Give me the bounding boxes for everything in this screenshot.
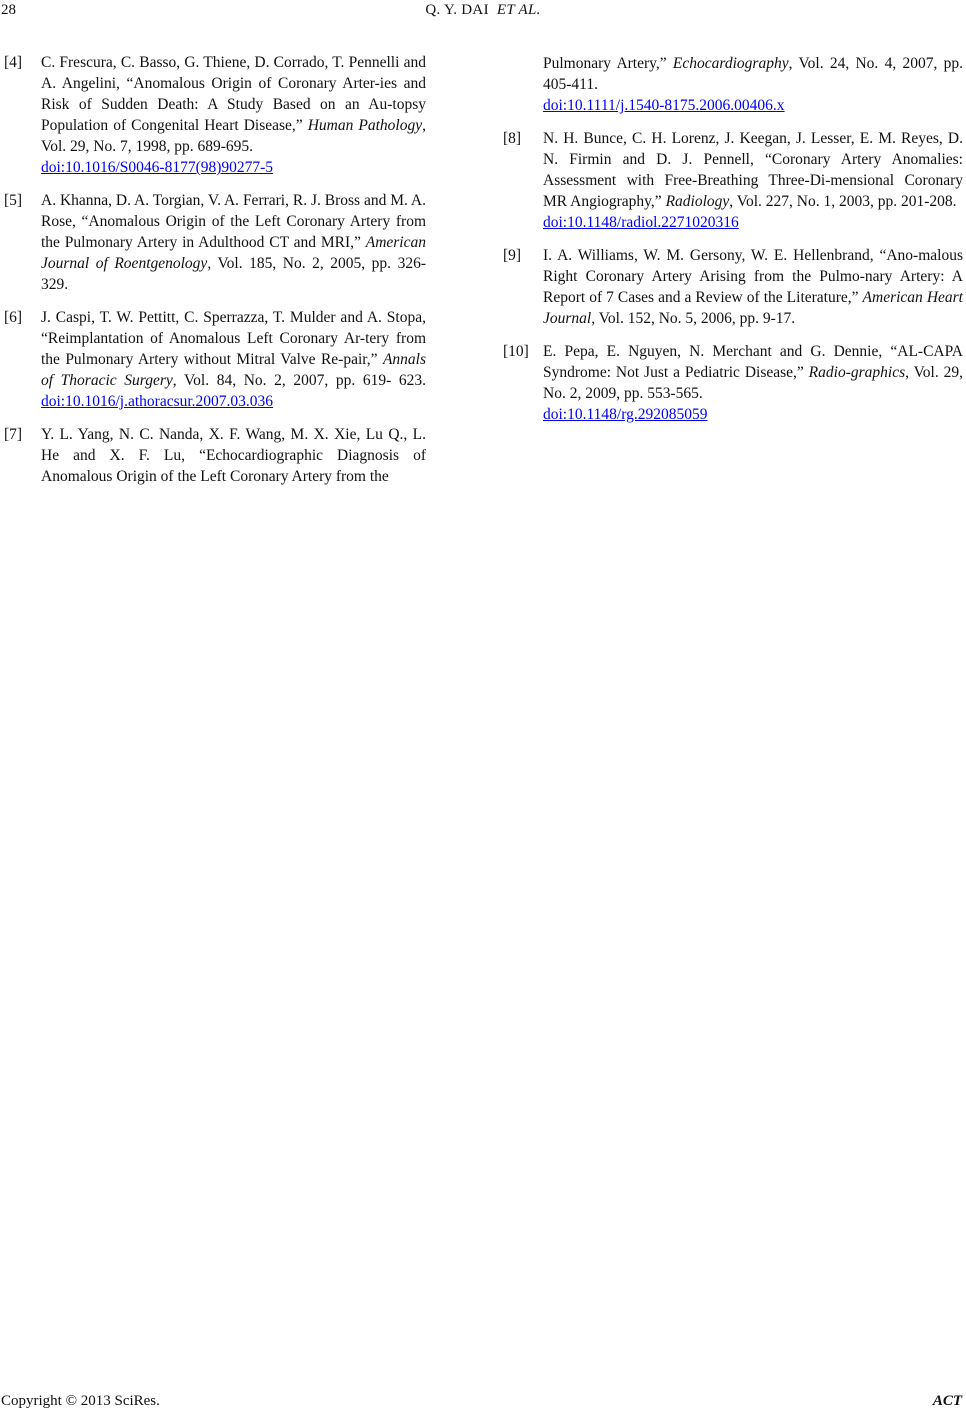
page-number: 28	[1, 2, 16, 18]
reference-text	[543, 245, 963, 329]
reference-details: , Vol. 185, No. 2, 2005, pp. 326-329.	[41, 255, 426, 293]
reference-4	[4, 52, 426, 178]
reference-number: [10]	[503, 343, 529, 360]
reference-9	[503, 245, 963, 329]
doi-link[interactable]: doi:10.1148/radiol.2271020316	[543, 214, 739, 231]
reference-journal: Human Pathology	[307, 117, 423, 134]
reference-authors-title: C. Frescura, C. Basso, G. Thiene, D. Corrado, T. Pennelli and A. Angelini, “Anomalous Origin of Coronary Arter-ies and Risk of Sudden Death: A Study Based on an Au-topsy Population of Congenital Heart Disease,”	[41, 54, 426, 134]
reference-number: [9]	[503, 247, 522, 264]
doi-link[interactable]: doi:10.1016/S0046-8177(98)90277-5	[41, 159, 274, 176]
doi-link[interactable]: doi:10.1111/j.1540-8175.2006.00406.x	[543, 97, 785, 114]
reference-6	[4, 307, 426, 412]
reference-text	[41, 190, 426, 295]
reference-text	[543, 341, 963, 425]
reference-number: [4]	[4, 54, 23, 71]
page-footer	[0, 1393, 966, 1413]
reference-10	[503, 341, 963, 425]
reference-journal: Radio-graphics	[808, 364, 906, 381]
reference-details: , Vol. 29, No. 2, 2009, pp. 553-565.	[543, 364, 963, 402]
reference-authors-title: I. A. Williams, W. M. Gersony, W. E. Hellenbrand, “Ano-malous Right Coronary Artery Arising from the Pulmo-nary Artery: A Report of 7 Cases and a Review of the Literature,”	[543, 247, 963, 306]
running-head-author: Q. Y. DAI	[425, 2, 489, 18]
reference-details: , Vol. 29, No. 7, 1998, pp. 689-695.	[41, 117, 426, 155]
reference-authors-title: Pulmonary Artery,”	[543, 55, 673, 72]
reference-text	[41, 307, 426, 412]
reference-text	[543, 53, 963, 116]
reference-text	[543, 128, 963, 233]
doi-link[interactable]: doi:10.1016/j.athoracsur.2007.03.036	[41, 393, 274, 410]
doi-link[interactable]: doi:10.1148/rg.292085059	[543, 406, 708, 423]
reference-authors-title: A. Khanna, D. A. Torgian, V. A. Ferrari, R. J. Bross and M. A. Rose, “Anomalous Origin of the Left Coronary Artery from the Pulmonary Artery in Adulthood CT and MRI,”	[41, 192, 426, 251]
copyright-notice: Copyright © 2013 SciRes.	[1, 1393, 160, 1409]
reference-7	[4, 424, 426, 487]
running-head	[0, 2, 966, 19]
reference-details: , Vol. 84, No. 2, 2007, pp. 619- 623.	[172, 372, 427, 389]
reference-number: [8]	[503, 130, 522, 147]
page-header	[0, 0, 966, 26]
reference-authors-title: Y. L. Yang, N. C. Nanda, X. F. Wang, M. X. Xie, Lu Q., L. He and X. F. Lu, “Echocardiographic Diagnosis of Anomalous Origin of the Left Coronary Artery from the	[41, 426, 426, 485]
reference-7-continued	[503, 53, 963, 116]
reference-text	[41, 424, 426, 487]
references-left-column	[4, 52, 426, 499]
journal-abbreviation: ACT	[932, 1393, 962, 1409]
reference-journal: Echocardiography	[672, 55, 789, 72]
reference-authors-title: N. H. Bunce, C. H. Lorenz, J. Keegan, J. Lesser, E. M. Reyes, D. N. Firmin and D. J. Pennell, “Coronary Artery Anomalies: Assessment with Free-Breathing Three-Di-mensional Coronary MR Angiography,”	[543, 130, 963, 210]
reference-details: , Vol. 152, No. 5, 2006, pp. 9-17.	[591, 310, 796, 327]
reference-details: , Vol. 24, No. 4, 2007, pp. 405-411.	[543, 55, 963, 93]
reference-journal: American Heart Journal	[543, 289, 963, 327]
reference-authors-title: J. Caspi, T. W. Pettitt, C. Sperrazza, T. Mulder and A. Stopa, “Reimplantation of Anomalous Left Coronary Ar-tery from the Pulmonary Artery without Mitral Valve Re-pair,”	[41, 309, 426, 368]
reference-journal: Annals of Thoracic Surgery	[41, 351, 426, 389]
reference-journal: American Journal of Roentgenology	[41, 234, 426, 272]
reference-text	[41, 52, 426, 178]
reference-details: , Vol. 227, No. 1, 2003, pp. 201-208.	[729, 193, 957, 210]
references-right-column	[503, 53, 963, 437]
reference-number: [6]	[4, 309, 23, 326]
reference-authors-title: E. Pepa, E. Nguyen, N. Merchant and G. Dennie, “AL-CAPA Syndrome: Not Just a Pediatric Disease,”	[543, 343, 963, 381]
reference-number: [7]	[4, 426, 23, 443]
reference-journal: Radiology	[665, 193, 730, 210]
reference-5	[4, 190, 426, 295]
reference-8	[503, 128, 963, 233]
reference-number: [5]	[4, 192, 23, 209]
running-head-etal: ET AL.	[496, 2, 541, 18]
